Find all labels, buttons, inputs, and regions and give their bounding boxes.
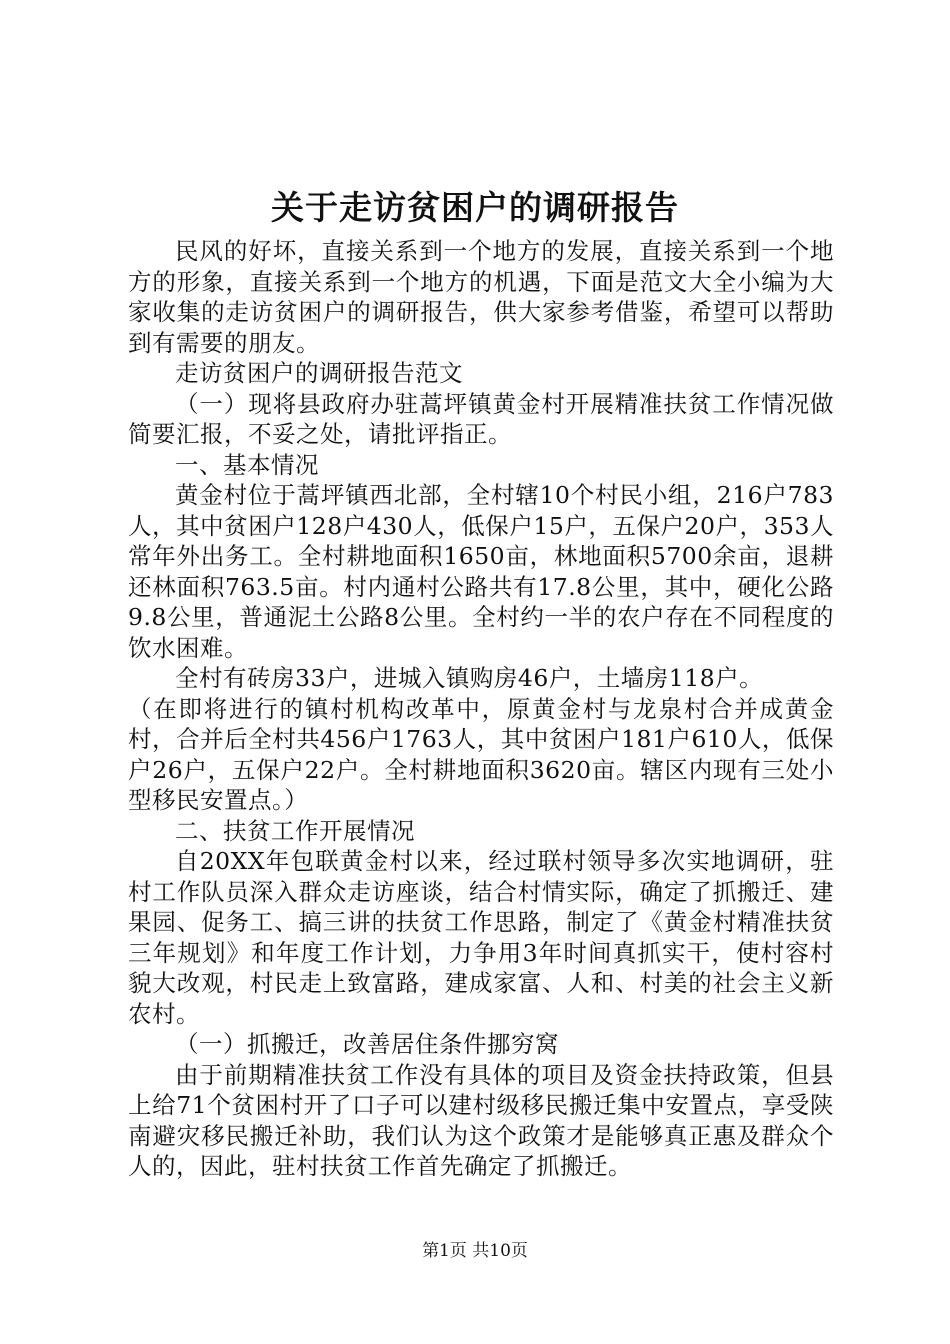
section-heading-work: 二、扶贫工作开展情况 [175, 816, 415, 845]
section-heading-basic: 一、基本情况 [175, 450, 319, 479]
document-body [128, 236, 834, 1182]
paragraph-housing: 全村有砖房33户，进城入镇购房46户，土墙房118户。 [175, 664, 764, 692]
paragraph-summary: （一）现将县政府办驻蒿坪镇黄金村开展精准扶贫工作情况做简要汇报，不妥之处，请批评指正。 [128, 389, 834, 448]
paragraph-merger-note: （在即将进行的镇村机构改革中，原黄金村与龙泉村合并成黄金村，合并后全村共456户1763人，其中贫困户181户610人，低保户26户，五保户22户。全村耕地面积3620亩。辖区内现有三处小型移民安置点。） [128, 694, 834, 814]
paragraph-basic-info: 黄金村位于蒿坪镇西北部，全村辖10个村民小组，216户783人，其中贫困户128户430人，低保户15户，五保户20户，353人常年外出务工。全村耕地面积1650亩，林地面积5700余亩，退耕还林面积763.5亩。村内通村公路共有17.8公里，其中，硬化公路9.8公里，普通泥土公路8公里。全村约一半的农户存在不同程度的饮水困难。 [128, 481, 834, 662]
page-footer: 第1页 共10页 [422, 1241, 528, 1261]
subsection-heading-relocation: （一）抓搬迁，改善居住条件挪穷窝 [175, 1030, 559, 1058]
paragraph-subtitle: 走访贫困户的调研报告范文 [175, 359, 463, 387]
paragraph-relocation: 由于前期精准扶贫工作没有具体的项目及资金扶持政策，但县上给71个贫困村开了口子可以建村级移民搬迁集中安置点，享受陕南避灾移民搬迁补助，我们认为这个政策才是能够真正惠及群众个人的，因此，驻村扶贫工作首先确定了抓搬迁。 [128, 1060, 834, 1180]
paragraph-work-plan: 自20XX年包联黄金村以来，经过联村领导多次实地调研，驻村工作队员深入群众走访座谈，结合村情实际，确定了抓搬迁、建果园、促务工、搞三讲的扶贫工作思路，制定了《黄金村精准扶贫三年规划》和年度工作计划，力争用3年时间真抓实干，使村容村貌大改观，村民走上致富路，建成家富、人和、村美的社会主义新农村。 [128, 847, 834, 1028]
paragraph-intro: 民风的好坏，直接关系到一个地方的发展，直接关系到一个地方的形象，直接关系到一个地方的机遇，下面是范文大全小编为大家收集的走访贫困户的调研报告，供大家参考借鉴，希望可以帮助到有需要的朋友。 [128, 237, 834, 357]
document-title: 关于走访贫困户的调研报告 [271, 188, 679, 227]
